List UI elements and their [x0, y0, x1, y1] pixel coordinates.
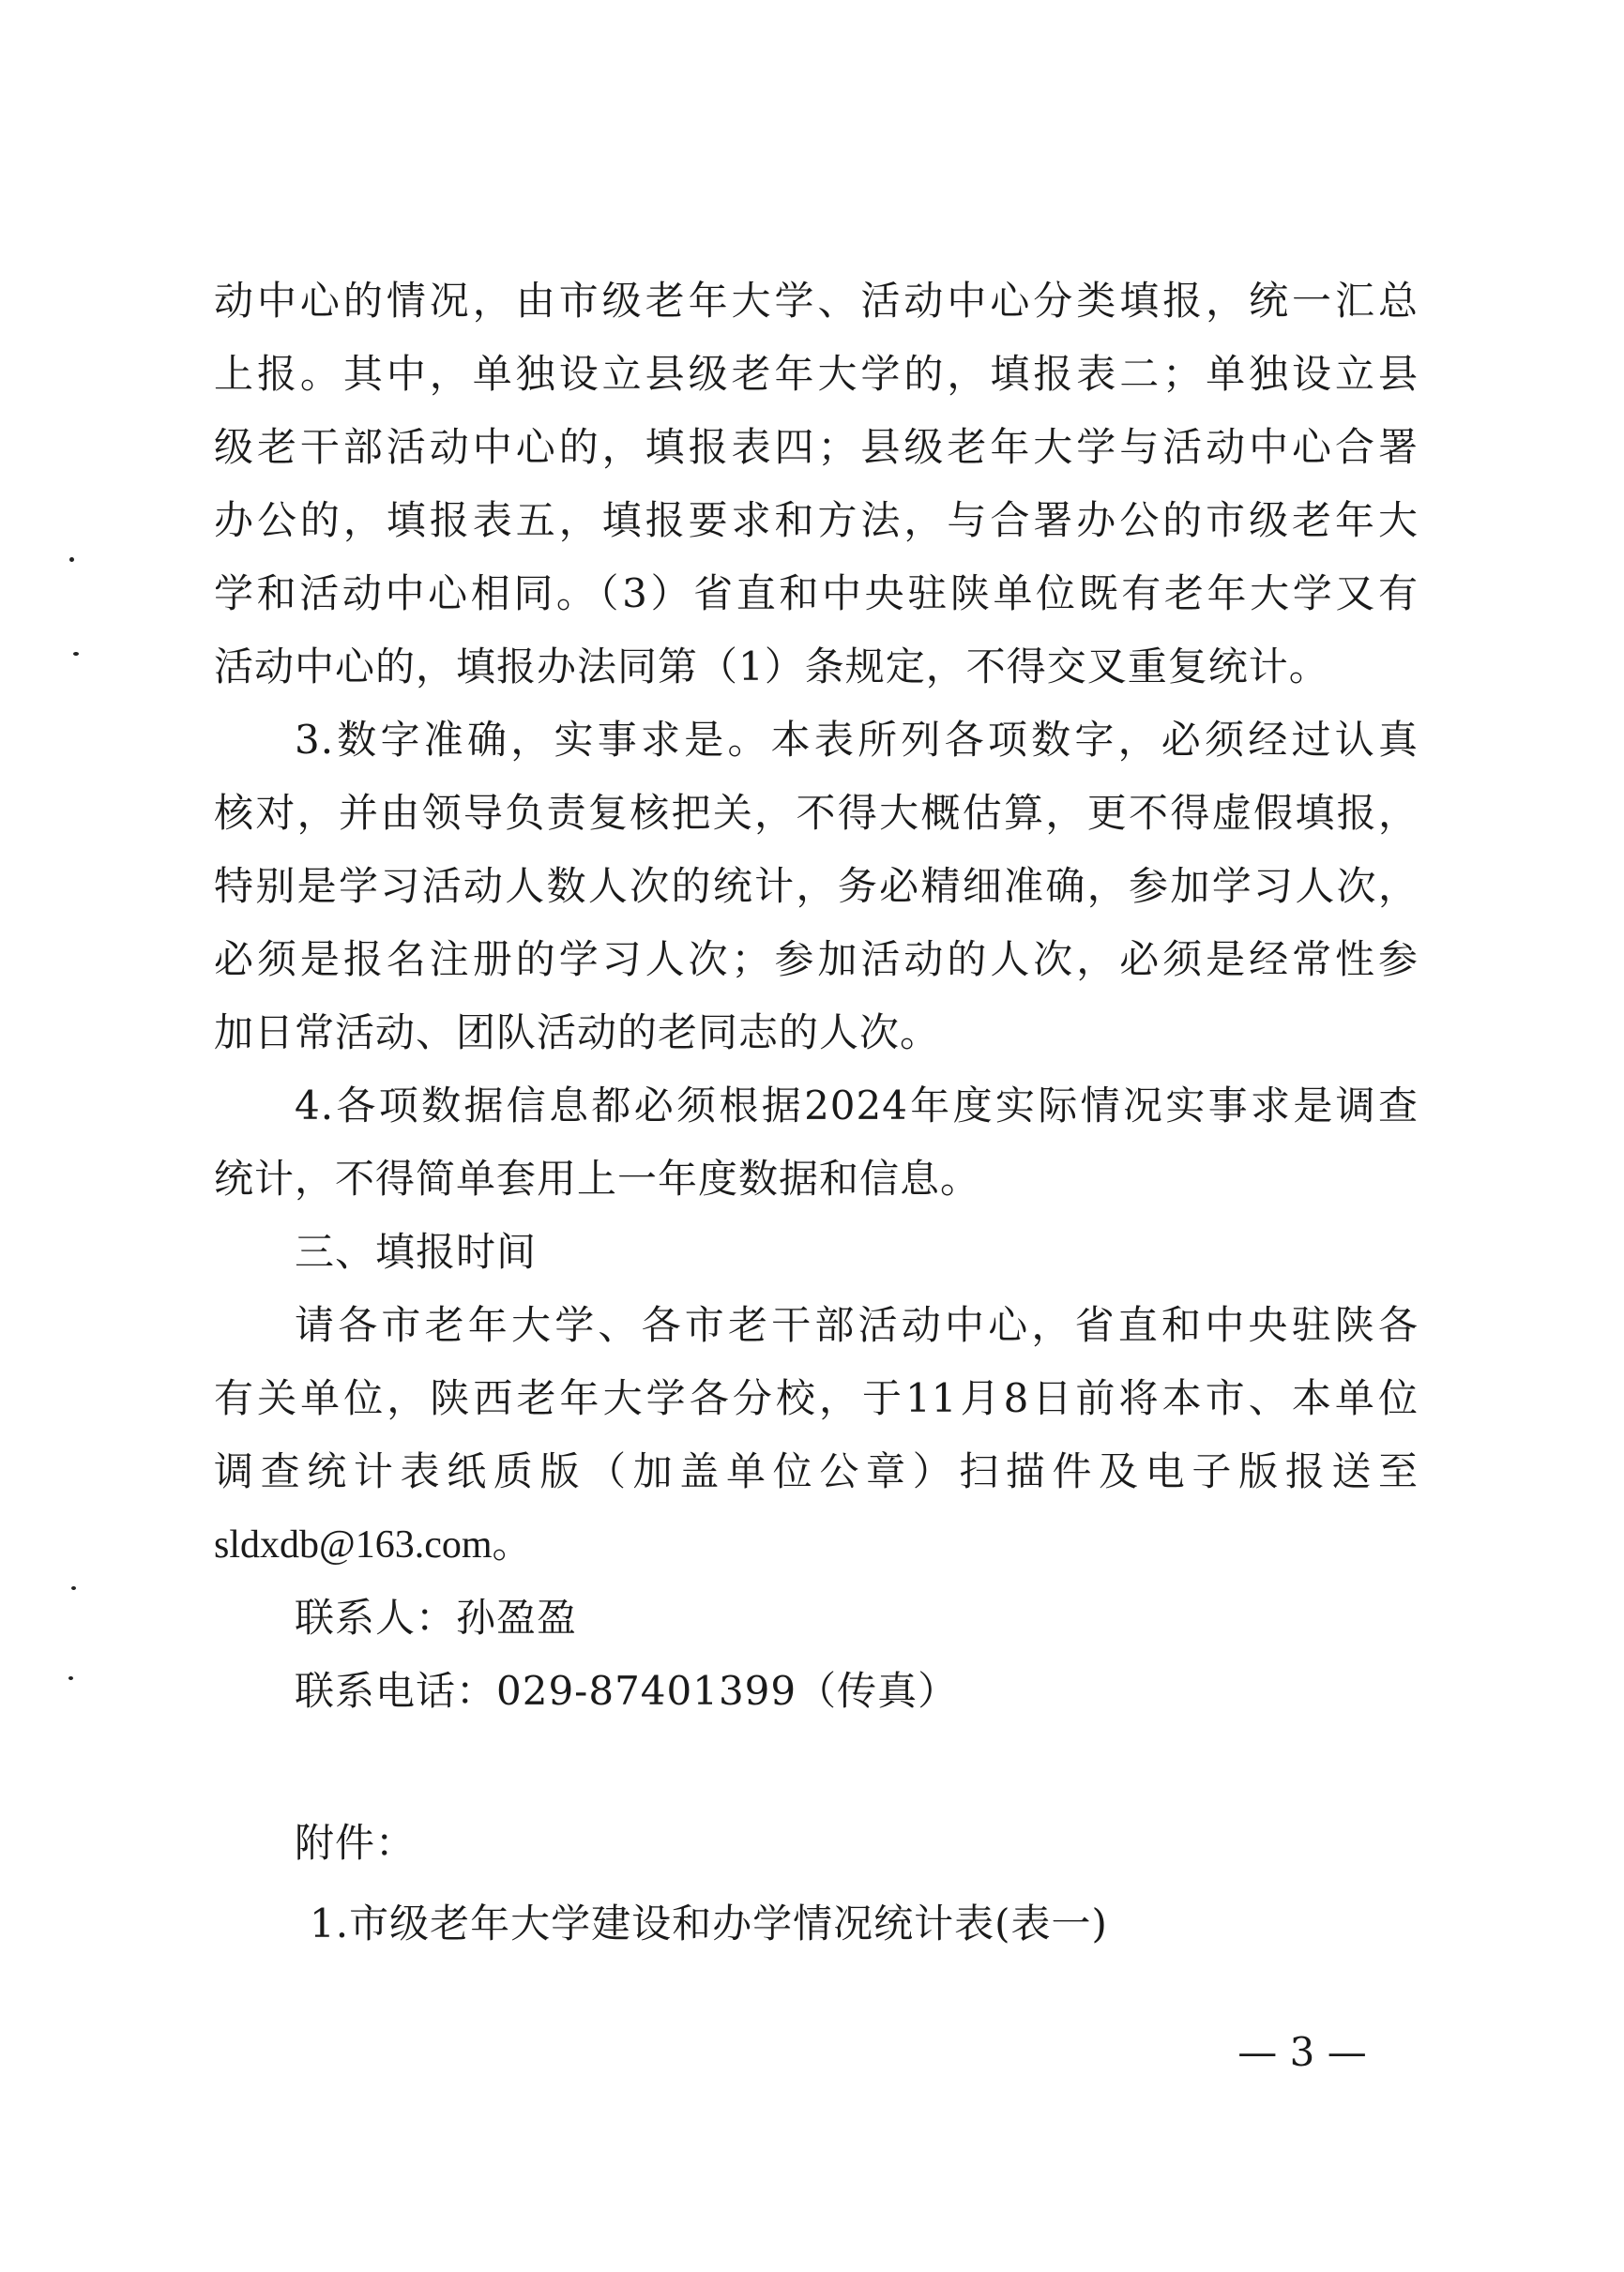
body-line-16: 有关单位，陕西老年大学各分校，于11月8日前将本市、本单位 [214, 1375, 1419, 1421]
body-line-2: 上报。其中，单独设立县级老年大学的，填报表二；单独设立县 [214, 351, 1419, 397]
body-line-3: 级老干部活动中心的，填报表四；县级老年大学与活动中心合署 [214, 424, 1419, 470]
item-3-first-line: 3.数字准确，实事求是。本表所列各项数字，必须经过认真 [295, 717, 1419, 763]
contact-person: 联系人：孙盈盈 [295, 1595, 578, 1641]
body-line-9: 特别是学习活动人数人次的统计，务必精细准确，参加学习人次， [214, 863, 1419, 909]
body-line-10: 必须是报名注册的学习人次；参加活动的人次，必须是经常性参 [214, 936, 1419, 982]
body-line-4: 办公的，填报表五，填报要求和方法，与合署办公的市级老年大 [214, 497, 1419, 543]
scan-speck [73, 652, 79, 656]
item-4-first-line: 4.各项数据信息都必须根据2024年度实际情况实事求是调查 [295, 1083, 1419, 1128]
body-line-17: 调查统计表纸质版（加盖单位公章）扫描件及电子版报送至 [214, 1448, 1419, 1494]
email-address: sldxdb@163.com。 [214, 1523, 532, 1567]
body-line-5: 学和活动中心相同。（3）省直和中央驻陕单位既有老年大学又有 [214, 570, 1419, 616]
body-line-13: 统计，不得简单套用上一年度数据和信息。 [214, 1156, 981, 1202]
scan-speck [71, 1586, 76, 1590]
attachment-item-1: 1.市级老年大学建设和办学情况统计表(表一) [310, 1901, 1108, 1946]
body-line-1: 动中心的情况，由市级老年大学、活动中心分类填报，统一汇总 [214, 278, 1419, 324]
body-line-6: 活动中心的，填报办法同第（1）条规定，不得交叉重复统计。 [214, 644, 1329, 689]
body-line-8: 核对，并由领导负责复核把关，不得大概估算，更不得虚假填报， [214, 790, 1419, 836]
page-number: — 3 — [1237, 2029, 1367, 2075]
scan-speck [69, 557, 74, 562]
attachments-label: 附件： [295, 1820, 417, 1866]
section-heading: 三、填报时间 [295, 1229, 538, 1275]
body-line-11: 加日常活动、团队活动的老同志的人次。 [214, 1009, 941, 1055]
scan-speck [68, 1676, 73, 1680]
contact-phone: 联系电话：029-87401399（传真） [295, 1668, 959, 1714]
body-line-15: 请各市老年大学、各市老干部活动中心，省直和中央驻陕各 [295, 1302, 1419, 1348]
